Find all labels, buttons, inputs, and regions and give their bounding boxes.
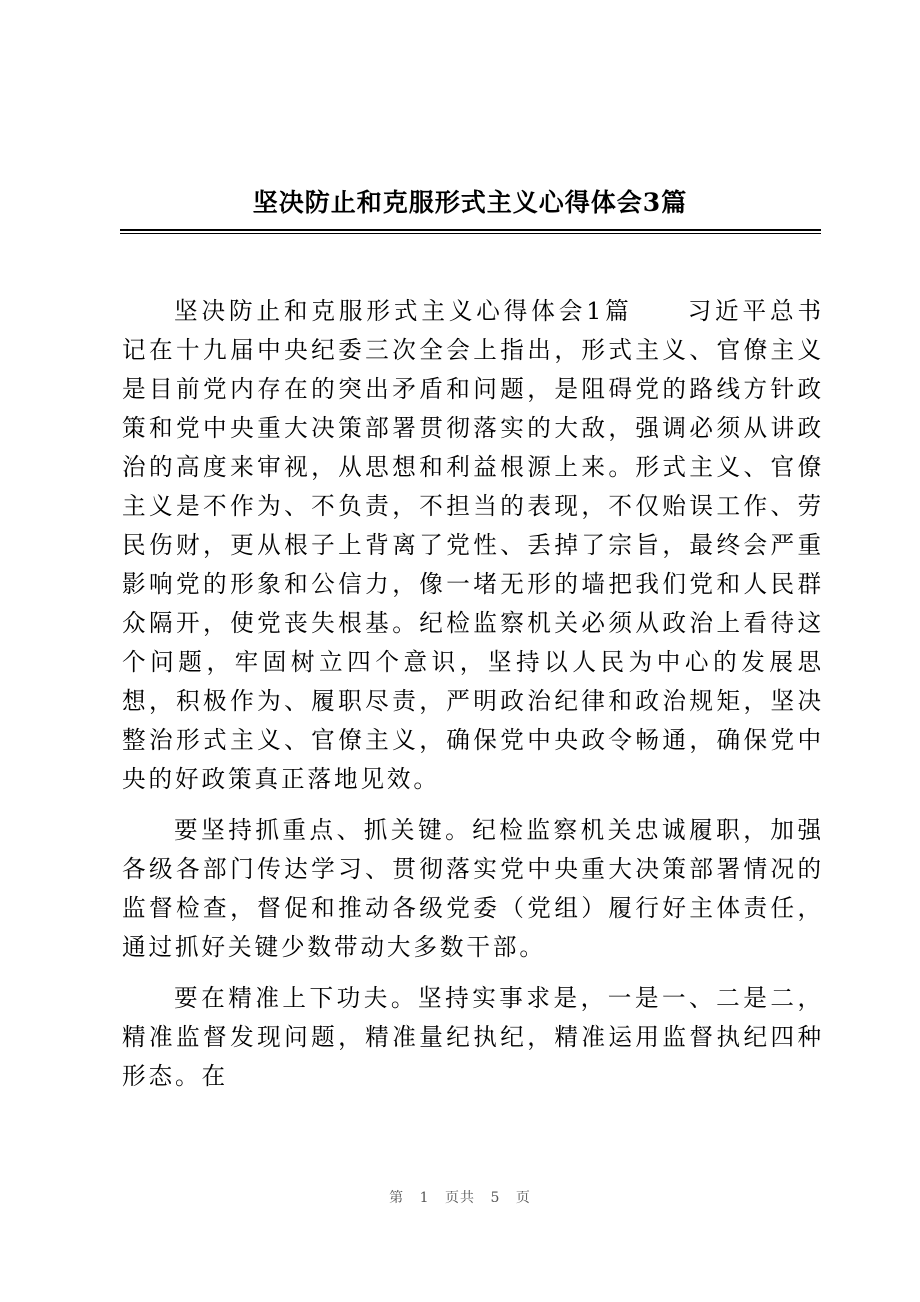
page-footer [0,1186,920,1210]
paragraph-2: 要坚持抓重点、抓关键。纪检监察机关忠诚履职，加强各级各部门传达学习、贯彻落实党中央重大决策部署情况的监督检查，督促和推动各级党委（党组）履行好主体责任，通过抓好关键少数带动大多数干部。 [122,816,824,961]
paragraph-3: 要在精准上下功夫。坚持实事求是，一是一、二是二，精准监督发现问题，精准量纪执纪，精准运用监督执纪四种形态。在 [122,984,824,1090]
title-underline-thick [120,229,821,231]
footer-middle: 页共 [445,1190,475,1206]
title-underline-thin [120,233,821,234]
footer-suffix: 页 [515,1190,531,1206]
footer-prefix: 第 [389,1190,405,1206]
footer-total-pages: 5 [490,1190,501,1206]
document-title: 坚决防止和克服形式主义心得体会3篇 [252,188,688,217]
paragraph-1: 坚决防止和克服形式主义心得体会1篇 习近平总书记在十九届中央纪委三次全会上指出，形式主义、官僚主义是目前党内存在的突出矛盾和问题，是阻碍党的路线方针政策和党中央重大决策部署贯彻落实的大敌，强调必须从讲政治的高度来审视，从思想和利益根源上来。形式主义、官僚主义是不作为、不负责，不担当的表现，不仅贻误工作、劳民伤财，更从根子上背离了党性、丢掉了宗旨，最终会严重影响党的形象和公信力，像一堵无形的墙把我们党和人民群众隔开，使党丧失根基。纪检监察机关必须从政治上看待这个问题，牢固树立四个意识，坚持以人民为中心的发展思想，积极作为、履职尽责，严明政治纪律和政治规矩，坚决整治形式主义、官僚主义，确保党中央政令畅通，确保党中央的好政策真正落地见效。 [122,297,824,793]
document-body [122,292,824,1108]
footer-page-number: 1 [419,1190,430,1206]
